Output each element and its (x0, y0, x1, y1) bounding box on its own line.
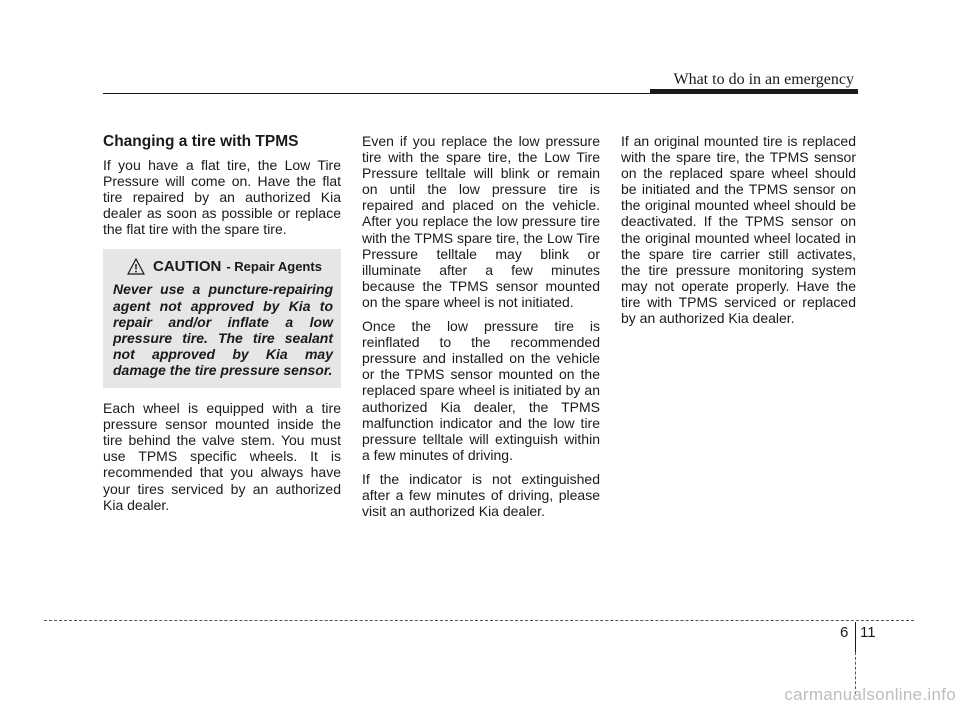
page-number-divider (855, 622, 856, 652)
footer-dashed-rule (44, 620, 914, 621)
caution-text: Never use a puncture-repairing agent not approved by Kia to repair and/or inflate a low pressure tire. The tire sealant not approved by Kia may damage the tire pressure sensor. (113, 281, 333, 378)
indicator-paragraph: If the indicator is not extinguished after a few minutes of driving, please visit an authorized Kia dealer. (362, 470, 600, 520)
header-accent-bar (650, 89, 858, 94)
sensor-paragraph: Each wheel is equipped with a tire pressure sensor mounted inside the tire behind the valve stem. You must use TPMS specific wheels. It is recommended that you always have your tires serviced by an authorized Kia dealer. (103, 400, 341, 513)
page-number: 11 (860, 624, 876, 641)
warning-triangle-icon (127, 258, 145, 275)
header-title: What to do in an emergency (673, 71, 854, 88)
column-3 (621, 133, 856, 334)
reinflate-paragraph: Once the low pressure tire is reinflated to the recommended pressure and installed on the vehicle or the TPMS sensor mounted on the replaced spare wheel is initiated by an authorized Kia dealer, the TPMS malfunction indicator and the low tire pressure telltale will extinguish within a few minutes of driving. (362, 318, 600, 463)
chapter-number: 6 (840, 624, 849, 641)
section-heading: Changing a tire with TPMS (103, 133, 299, 150)
caution-subtitle: - Repair Agents (226, 258, 322, 274)
column-2 (362, 133, 600, 527)
intro-paragraph: If you have a flat tire, the Low Tire Pressure will come on. Have the flat tire repaired by an authorized Kia dealer as soon as possible or replace the flat tire with the spare tire. (103, 157, 341, 238)
original-tire-paragraph: If an original mounted tire is replaced with the spare tire, the TPMS sensor on the replaced spare wheel should be initiated and the TPMS sensor on the original mounted wheel should be deactivated. If the TPMS sensor on the original mounted wheel located in the spare tire carrier still activates, the tire pressure monitoring system may not operate properly. Have the tire with TPMS serviced or replaced by an authorized Kia dealer. (621, 133, 856, 327)
caution-box (103, 249, 341, 388)
spare-tire-paragraph: Even if you replace the low pressure tire with the spare tire, the Low Tire Pressure telltale will blink or remain on until the low pressure tire is repaired and placed on the vehicle. After you replace the low pressure tire with the TPMS spare tire, the Low Tire Pressure telltale may blink or illuminate after a few minutes because the TPMS sensor mounted on the spare wheel is not initiated. (362, 133, 600, 310)
caution-header (111, 258, 333, 275)
watermark: carmanualsonline.info (784, 685, 956, 704)
caution-label: CAUTION (153, 257, 222, 275)
column-1 (103, 133, 341, 521)
